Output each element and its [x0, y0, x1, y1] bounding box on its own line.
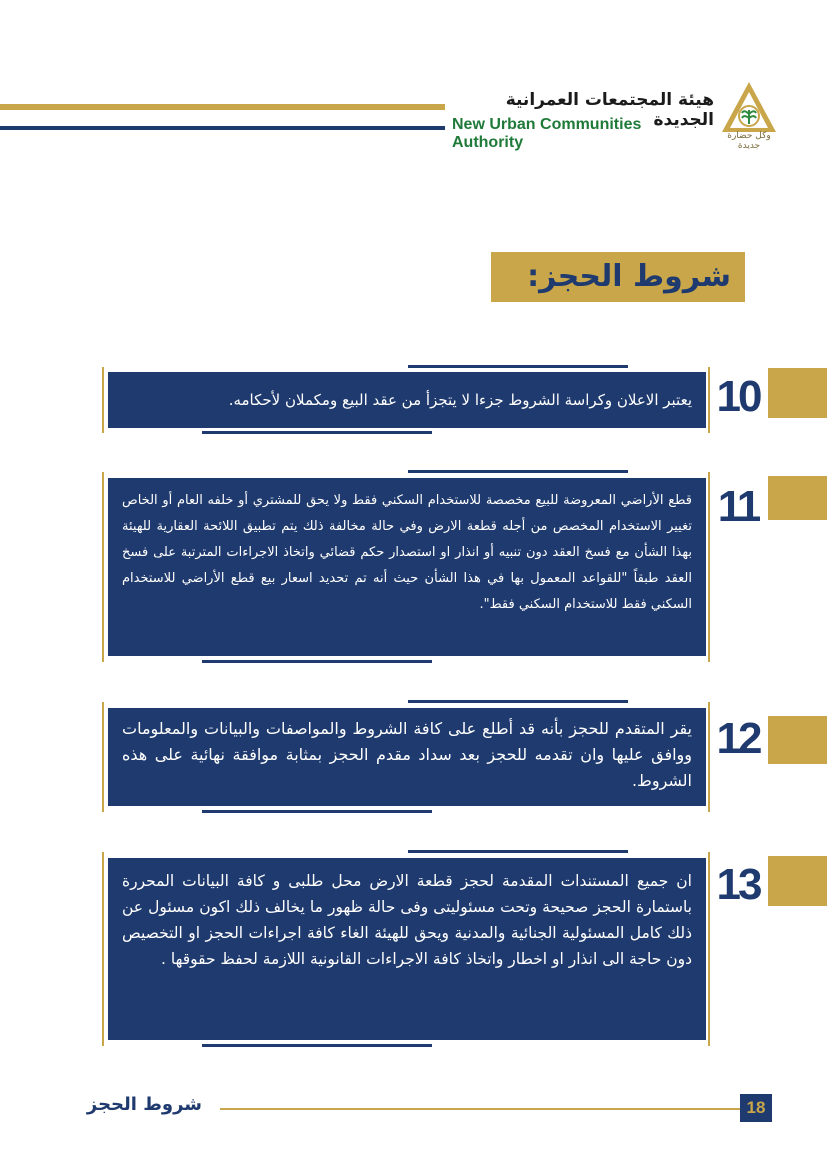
item-13-text: ان جميع المستندات المقدمة لحجز قطعة الارض محل طلبى و كافة البيانات المحررة باستمارة الحجز صحيحة وتحت مسئوليتى وفى حالة ظهور ما يخالف ذلك اكون مسئول عن ذلك كامل المسئولية الجنائية والمدنية ويحق للهيئة الغاء كافة اجراءات الحجز او التخصيص دون حاجة الى انذار او اخطار واتخاذ كافة الاجراءات القانونية اللازمة لحفظ حقوقها . [108, 858, 706, 1040]
item-10-gold-tab [768, 368, 827, 418]
page-number: 18 [740, 1094, 772, 1122]
footer-line [220, 1108, 740, 1110]
item-10-top-accent [408, 365, 628, 368]
item-12-number: 12 [716, 714, 760, 763]
logo-caption: وكل حضارة جديدة [727, 131, 771, 151]
org-name-english: New Urban Communities Authority [452, 116, 642, 151]
item-10-text: يعتبر الاعلان وكراسة الشروط جزءا لا يتجزأ من عقد البيع ومكملان لأحكامه. [108, 372, 706, 428]
item-12-bottom-accent [202, 810, 432, 813]
header-gold-line [0, 104, 445, 110]
item-12-top-accent [408, 700, 628, 703]
item-12-gold-tab [768, 716, 827, 764]
item-11-text: قطع الأراضي المعروضة للبيع مخصصة للاستخدام السكني فقط ولا يحق للمشتري أو خلفه العام أو الخاص تغيير الاستخدام المخصص من أجله قطعة الارض وفي حالة مخالفة ذلك يتم تطبيق اللائحة العقارية للهيئة بهذا الشأن مع فسخ العقد دون تنبيه أو انذار او استصدار حكم قضائي واتخاذ الاجراءات المترتبة على فسخ العقد طبقاً "للقواعد المعمول بها في هذا الشأن حيث أنه تم تحديد اسعار بيع قطع الأراضي للاستخدام السكني فقط للاستخدام السكني فقط". [108, 478, 706, 656]
org-name-arabic: هيئة المجتمعات العمرانية الجديدة [505, 90, 714, 130]
item-11-number: 11 [717, 482, 759, 531]
item-13-top-accent [408, 850, 628, 853]
item-13-bottom-accent [202, 1044, 432, 1047]
item-10-bottom-accent [202, 431, 432, 434]
item-13-number: 13 [716, 860, 760, 909]
item-11-bottom-accent [202, 660, 432, 663]
header-navy-line [0, 126, 445, 130]
page-title: شروط الحجز: [527, 259, 731, 294]
item-12-text: يقر المتقدم للحجز بأنه قد أطلع على كافة الشروط والمواصفات والبيانات والمعلومات ووافق عليها وان تقدمه للحجز بعد سداد مقدم الحجز بمثابة موافقة نهائية على هذه الشروط. [108, 708, 706, 806]
item-11-top-accent [408, 470, 628, 473]
item-13-gold-tab [768, 856, 827, 906]
item-11-gold-tab [768, 476, 827, 520]
footer-title: شروط الحجز [86, 1094, 202, 1115]
item-10-number: 10 [716, 372, 760, 421]
